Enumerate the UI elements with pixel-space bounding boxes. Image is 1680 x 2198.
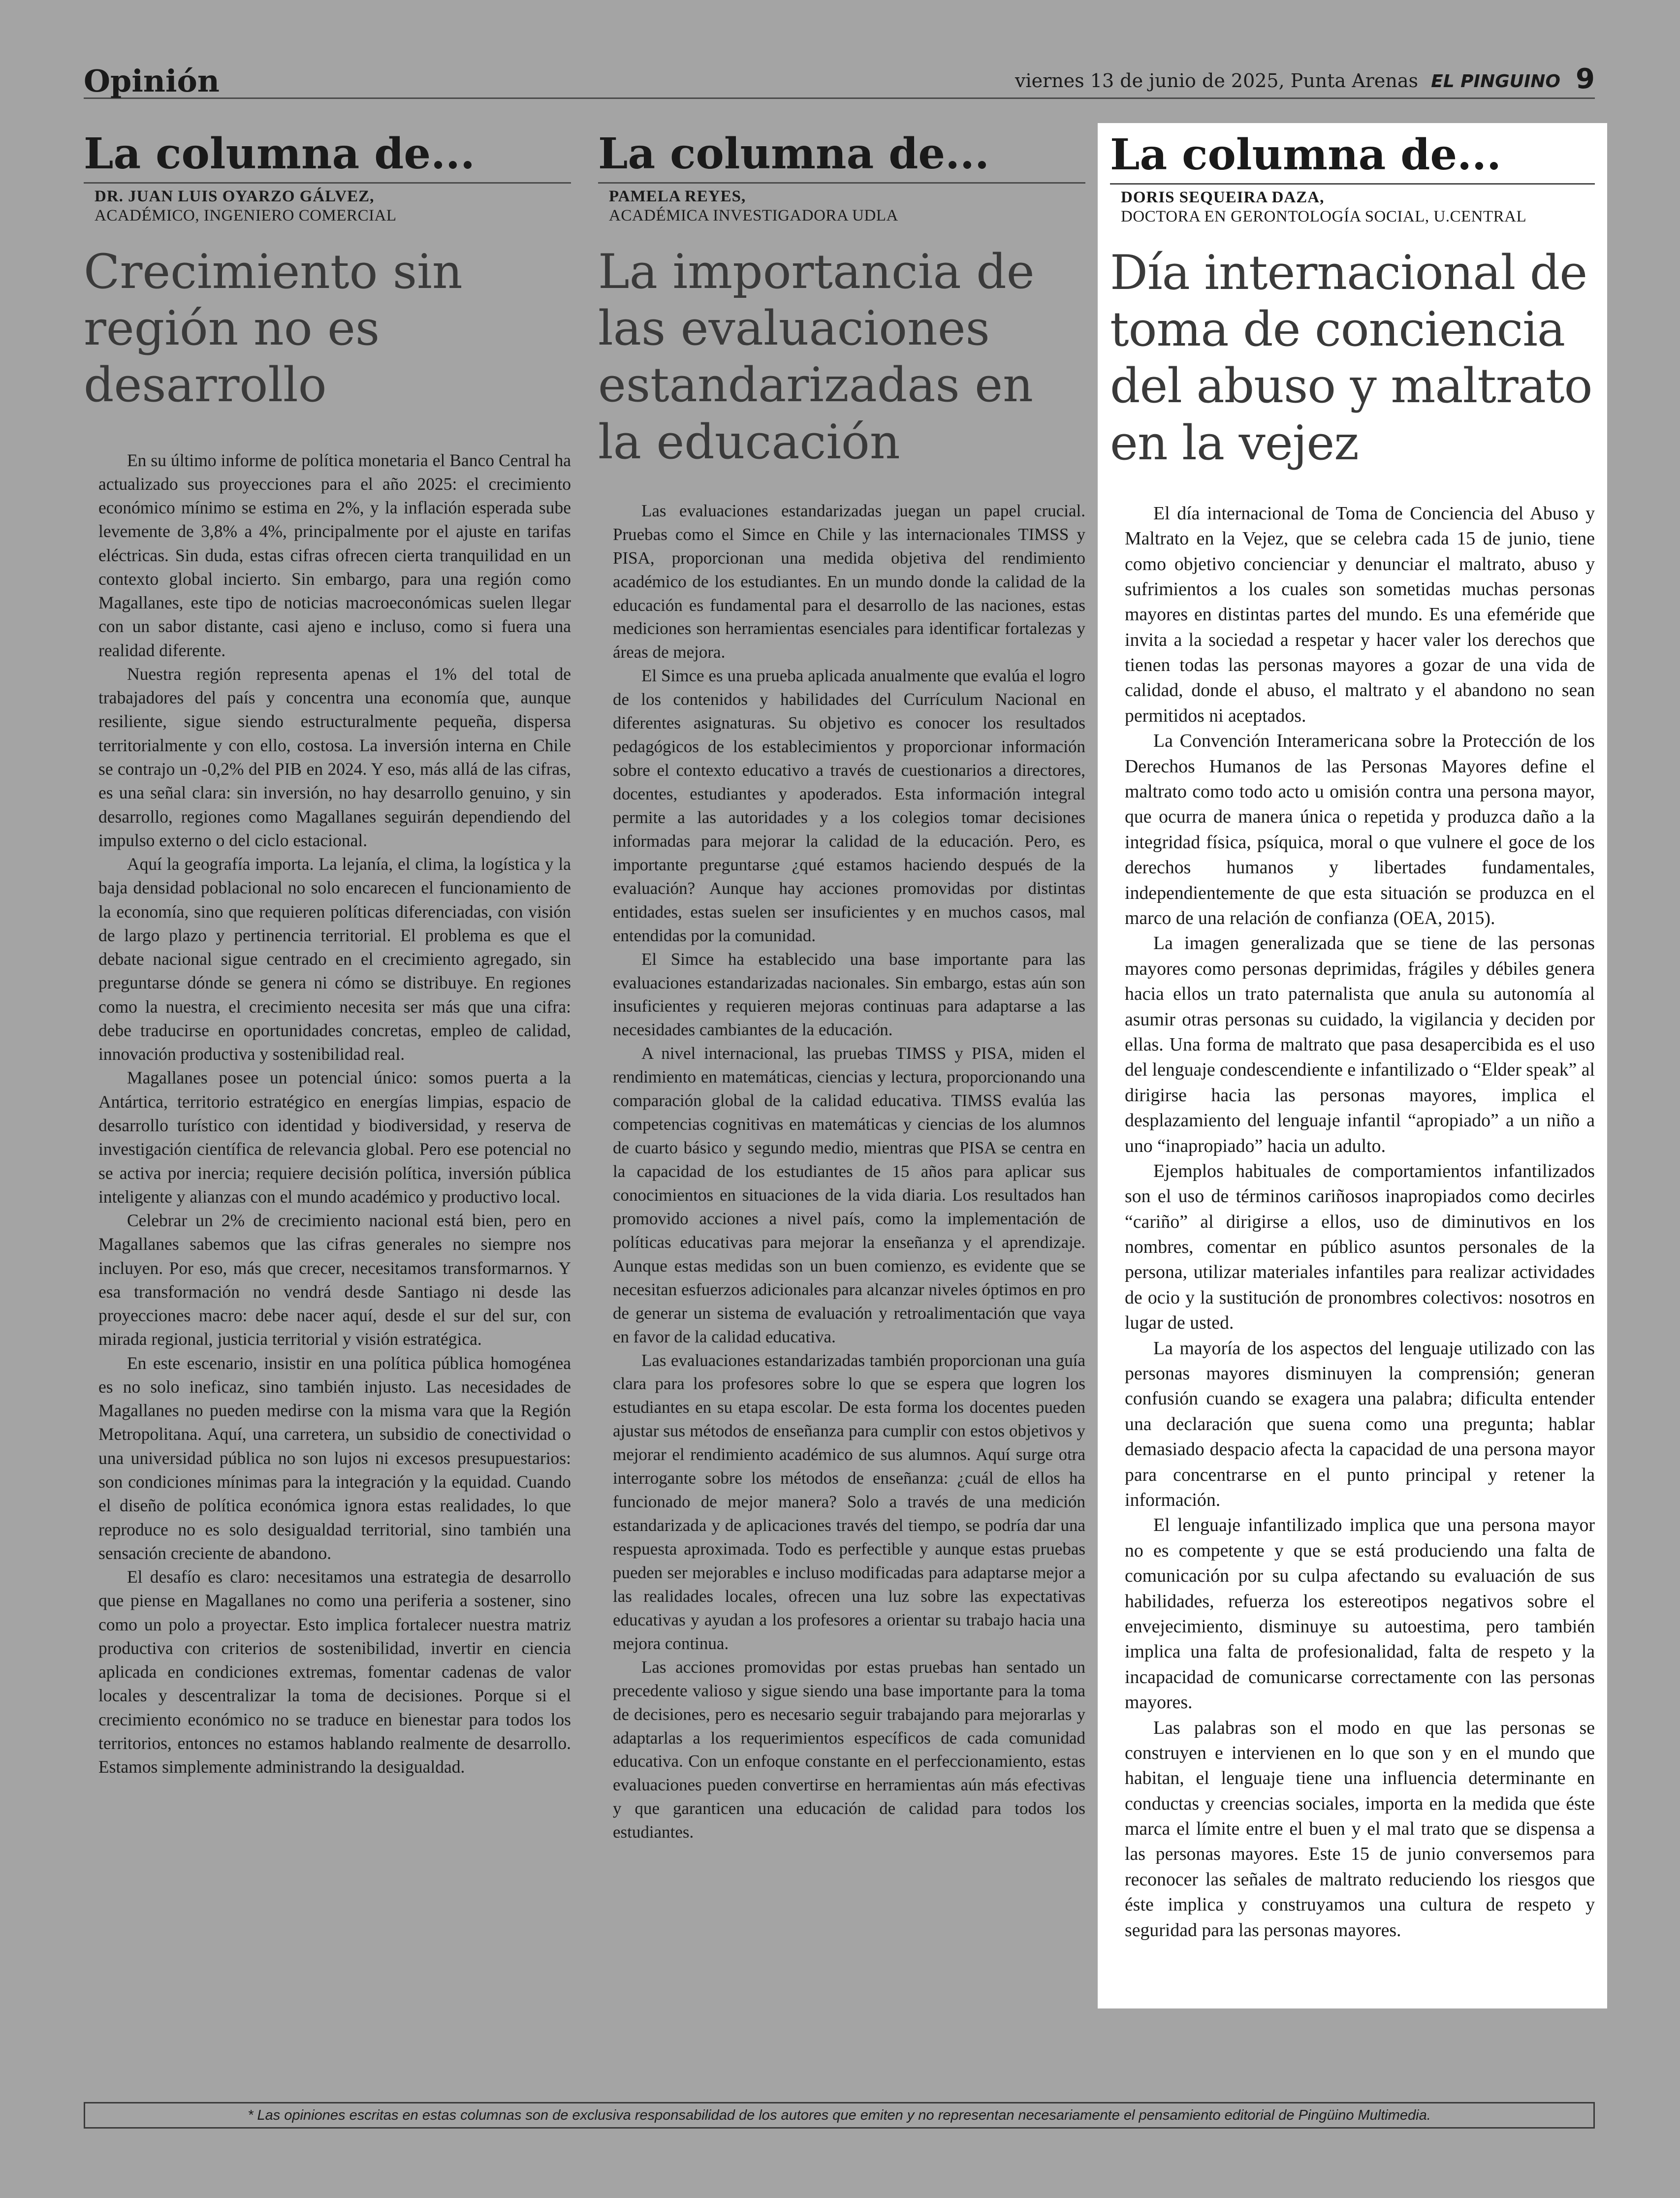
paragraph: El desafío es claro: necesitamos una estrategia de desarrollo que piense en Magallanes no como una periferia a sostener, sino como un polo a proyectar. Esto implica fortalecer nuestra matriz productiva con criterios de sostenibilidad, invertir en ciencia aplicada en condiciones extremas, fomentar cadenas de valor locales y descentralizar la toma de decisiones. Porque si el crecimiento económico no se traduce en bienestar para todos los territorios, entonces no estamos hablando realmente de desarrollo. Estamos simplemente administrando la desigualdad. bbox=[98, 1567, 571, 1777]
author-name: DR. JUAN LUIS OYARZO GÁLVEZ, bbox=[95, 188, 375, 205]
author-name: PAMELA REYES, bbox=[609, 188, 746, 205]
column-kicker: La columna de... bbox=[598, 129, 989, 179]
paragraph: Las palabras son el modo en que las personas se construyen e intervienen en lo que son y en el mundo que habitan, el lenguaje tiene una influencia determinante en conductas y creencias sociales, importa en la medida que éste marca el límite entre el buen y el mal trato que se dispensa a las personas mayores. Este 15 de junio conversemos para reconocer las señales de maltrato reduciendo los riesgos que éste implica y construyamos una cultura de respeto y seguridad para las personas mayores. bbox=[1125, 1717, 1595, 1941]
paragraph: El Simce ha establecido una base importante para las evaluaciones estandarizadas nacionales. Sin embargo, estas aún son insuficientes y requieren mejoras continuas para adaptarse a las necesidades cambiantes de la educación. bbox=[613, 949, 1085, 1040]
newspaper-logo: EL PINGUINO bbox=[1431, 71, 1560, 92]
paragraph: Las evaluaciones estandarizadas también proporcionan una guía clara para los profesores sobre lo que se espera que logren los estudiantes en su etapa escolar. De esta forma los docentes pueden ajustar sus métodos de enseñanza para cumplir con estos objetivos y mejorar el rendimiento académico de sus alumnos. Aquí surge otra interrogante sobre los métodos de enseñanza: ¿cuál de ellos ha funcionado de mejor manera? Solo a través de una medición estandarizada y de aplicaciones través del tiempo, se podría dar una respuesta aproximada. Todo es perfectible y aunque estas pruebas pueden ser mejorables e incluso modificadas para adaptarse mejor a las realidades locales, ofrecen una luz sobre las expectativas educativas y ayudan a los profesores a orientar su trabajo hacia una mejora continua. bbox=[613, 1350, 1085, 1653]
paragraph: Las evaluaciones estandarizadas juegan un papel crucial. Pruebas como el Simce en Chile y las internacionales TIMSS y PISA, proporcionan una medida objetiva del rendimiento académico de los estudiantes. En un mundo donde la calidad de la educación es fundamental para el desarrollo de las naciones, estas mediciones son herramientas esenciales para identificar fortalezas y áreas de mejora. bbox=[613, 501, 1085, 662]
author-role: DOCTORA EN GERONTOLOGÍA SOCIAL, U.CENTRAL bbox=[1121, 208, 1527, 225]
author-role: ACADÉMICO, INGENIERO COMERCIAL bbox=[95, 207, 397, 224]
column-rule bbox=[84, 182, 571, 184]
paragraph: El lenguaje infantilizado implica que una persona mayor no es competente y que se está produciendo una falta de comunicación por su culpa afectando su evaluación de sus habilidades, refuerza los estereotipos negativos sobre el envejecimiento, disminuye su autoestima, pero también implica una falta de profesionalidad, falta de respeto y la incapacidad de comunicarse correctamente con las personas mayores. bbox=[1125, 1515, 1595, 1713]
paragraph: La imagen generalizada que se tiene de las personas mayores como personas deprimidas, frágiles y débiles genera hacia ellos un trato paternalista que anula su autonomía al asumir otras personas su cuidado, la vigilancia y deciden por ellas. Una forma de maltrato que pasa desapercibida es el uso del lenguaje condescendiente e infantilizado o “Elder speak” al dirigirse hacia las personas mayores, implica el desplazamiento del lenguaje infantil “apropiado” a un niño a uno “inapropiado” hacia un adulto. bbox=[1125, 933, 1595, 1156]
article-headline: Crecimiento sin región no es desarrollo bbox=[84, 244, 463, 413]
paragraph: La Convención Interamericana sobre la Protección de los Derechos Humanos de las Personas Mayores define el maltrato como todo acto u omisión contra una persona mayor, que ocurra de manera única o repetida y produzca daño a la integridad física, psíquica, moral o que vulnere el goce de los derechos humanos y libertades fundamentales, independientemente de que esta situación se produzca en el marco de una relación de confianza (OEA, 2015). bbox=[1125, 731, 1595, 928]
author-name: DORIS SEQUEIRA DAZA, bbox=[1121, 189, 1325, 206]
column-rule bbox=[1110, 183, 1595, 185]
paragraph: Nuestra región representa apenas el 1% del total de trabajadores del país y concentra una economía que, aunque resiliente, sigue siendo estructuralmente pequeña, dispersa territorialmente y con ello, costosa. La inversión interna en Chile se contrajo un -0,2% del PIB en 2024. Y eso, más allá de las cifras, es una señal clara: sin inversión, no hay desarrollo genuino, y sin desarrollo, regiones como Magallanes seguirán dependiendo del impulso externo o del ciclo estacional. bbox=[98, 664, 571, 850]
column-rule bbox=[598, 182, 1085, 184]
disclaimer-footer: * Las opiniones escritas en estas columnas son de exclusiva responsabilidad de los autores que emiten y no representan necesariamente el pensamiento editorial de Pingüino Multimedia. bbox=[84, 2102, 1595, 2129]
date-text: viernes 13 de junio de 2025, Punta Arenas bbox=[1015, 70, 1419, 92]
paragraph: Aquí la geografía importa. La lejanía, el clima, la logística y la baja densidad poblacional no solo encarecen el funcionamiento de la economía, sino que requieren políticas diferenciadas, con visión de largo plazo y pertinencia territorial. El problema es que el debate nacional sigue centrado en el crecimiento agregado, sin preguntarse dónde se genera ni cómo se distribuye. En regiones como la nuestra, el crecimiento necesita ser más que una cifra: debe traducirse en oportunidades concretas, empleo de calidad, innovación productiva y sostenibilidad real. bbox=[98, 854, 571, 1064]
article-body bbox=[613, 499, 1085, 1844]
opinion-column-3 bbox=[1098, 123, 1607, 2008]
dateline bbox=[1015, 70, 1560, 92]
paragraph: Las acciones promovidas por estas pruebas han sentado un precedente valioso y sigue siendo una base importante para la toma de decisiones, pero es necesario seguir trabajando para mejorarlas y adaptarlas a los requerimientos específicos de cada comunidad educativa. Con un enfoque constante en el perfeccionamiento, estas evaluaciones pueden convertirse en herramientas aún más efectivas y que garanticen una educación de calidad para todos los estudiantes. bbox=[613, 1657, 1085, 1842]
article-body bbox=[1125, 501, 1595, 1943]
column-kicker: La columna de... bbox=[1110, 130, 1501, 180]
paragraph: La mayoría de los aspectos del lenguaje utilizado con las personas mayores disminuyen la comprensión; generan confusión cuando se exagera una palabra; dificulta entender una declaración que suena como una pregunta; hablar demasiado despacio afecta la capacidad de una persona mayor para concentrarse en el punto principal y retener la información. bbox=[1125, 1338, 1595, 1510]
paragraph: A nivel internacional, las pruebas TIMSS y PISA, miden el rendimiento en matemáticas, ciencias y lectura, proporcionando una comparación global de la calidad educativa. TIMSS evalúa las competencias cognitivas en matemáticas y ciencias de los alumnos de cuarto básico y segundo medio, mientras que PISA se centra en la capacidad de los estudiantes de 15 años para aplicar sus conocimientos en situaciones de la vida diaria. Los resultados han promovido acciones a nivel país, como la implementación de políticas educativas para mejorar la enseñanza y el aprendizaje. Aunque estas medidas son un buen comienzo, es evidente que se necesitan esfuerzos adicionales para alcanzar niveles óptimos en pro de generar un sistema de evaluación y retroalimentación que vaya en favor de la calidad educativa. bbox=[613, 1044, 1085, 1346]
article-body bbox=[98, 448, 571, 1779]
paragraph: En este escenario, insistir en una política pública homogénea es no solo ineficaz, sino también injusto. Las necesidades de Magallanes no pueden medirse con la misma vara que la Región Metropolitana. Aquí, una carretera, un subsidio de conectividad o una universidad pública no son lujos ni excesos presupuestarios: son condiciones mínimas para la integración y la equidad. Cuando el diseño de política económica ignora estas realidades, lo que reproduce no es solo desigualdad territorial, sino también una sensación creciente de abandono. bbox=[98, 1353, 571, 1563]
paragraph: En su último informe de política monetaria el Banco Central ha actualizado sus proyecciones para el año 2025: el crecimiento económico mínimo se estima en 2%, y la inflación esperada sube levemente de 3,8% a 4%, principalmente por el ajuste en tarifas eléctricas. Sin duda, estas cifras ofrecen cierta tranquilidad en un contexto global incierto. Sin embargo, para una región como Magallanes, este tipo de noticias macroeconómicas suelen llegar con un sabor distante, casi ajeno e incluso, como si fuera una realidad diferente. bbox=[98, 450, 571, 660]
opinion-column-2 bbox=[598, 123, 1085, 1844]
opinion-column-1 bbox=[84, 123, 571, 1779]
masthead bbox=[84, 63, 1595, 99]
paragraph: El día internacional de Toma de Conciencia del Abuso y Maltrato en la Vejez, que se celebra cada 15 de junio, tiene como objetivo concienciar y denunciar el maltrato, abuso y sufrimientos a los cuales son sometidas muchas personas mayores en distintas partes del mundo. Es una efeméride que invita a la sociedad a respetar y hacer valer los derechos que tienen todas las personas mayores a gozar de una vida de calidad, donde el abuso, el maltrato y el abandono no sean permitidos ni aceptados. bbox=[1125, 503, 1595, 726]
author-role: ACADÉMICA INVESTIGADORA UDLA bbox=[609, 207, 898, 224]
paragraph: Magallanes posee un potencial único: somos puerta a la Antártica, territorio estratégico en energías limpias, espacio de desarrollo turístico con identidad y biodiversidad, y reserva de investigación científica de relevancia global. Pero ese potencial no se activa por inercia; requiere decisión política, inversión pública inteligente y alianzas con el mundo académico y productivo local. bbox=[98, 1068, 571, 1207]
paragraph: Ejemplos habituales de comportamientos infantilizados son el uso de términos cariñosos inapropiados como decirles “cariño” al dirigirse a ellos, uso de diminutivos en los nombres, comentar en público asuntos personales de la persona, utilizar materiales infantiles para realizar actividades de ocio y la sustitución de pronombres colectivos: nosotros en lugar de usted. bbox=[1125, 1160, 1595, 1334]
paragraph: Celebrar un 2% de crecimiento nacional está bien, pero en Magallanes sabemos que las cifras generales no siempre nos incluyen. Por eso, más que crecer, necesitamos transformarnos. Y esa transformación no vendrá desde Santiago ni desde las proyecciones macro: debe nacer aquí, desde el sur del sur, con mirada regional, justicia territorial y visión estratégica. bbox=[98, 1210, 571, 1349]
paragraph: El Simce es una prueba aplicada anualmente que evalúa el logro de los contenidos y habilidades del Currículum Nacional en diferentes asignaturas. Su objetivo es conocer los resultados pedagógicos de los establecimientos y proporcionar información sobre el contexto educativo a través de cuestionarios a directores, docentes, estudiantes y apoderados. Esta información integral permite a las autoridades y a los colegios tomar decisiones informadas para mejorar la calidad de la educación. Pero, es importante preguntarse ¿qué estamos haciendo después de la evaluación? Aunque hay acciones promovidas por distintas entidades, estas suelen ser insuficientes y en muchos casos, mal entendidas por la comunidad. bbox=[613, 666, 1085, 945]
section-title: Opinión bbox=[84, 63, 220, 99]
article-headline: Día internacional de toma de conciencia del abuso y maltrato en la vejez bbox=[1110, 245, 1592, 471]
article-headline: La importancia de las evaluaciones estandarizadas en la educación bbox=[598, 244, 1035, 470]
column-kicker: La columna de... bbox=[84, 129, 475, 179]
page-number: 9 bbox=[1576, 63, 1595, 95]
